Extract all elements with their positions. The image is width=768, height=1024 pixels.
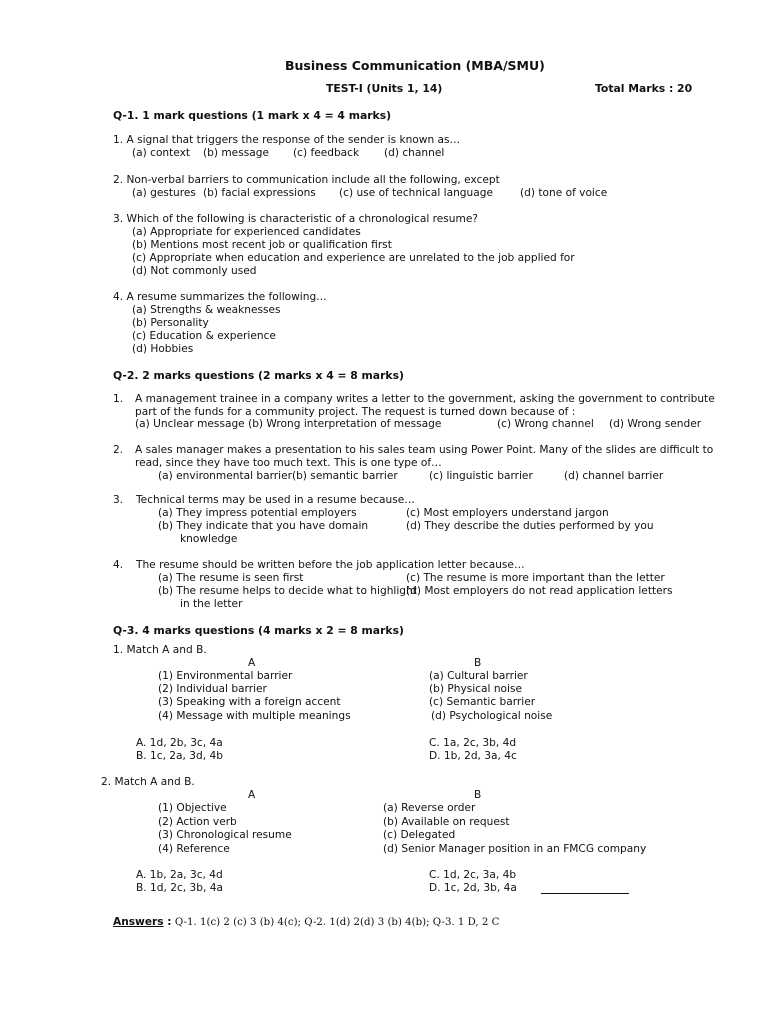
q3-2-col-a-header: A [248, 789, 256, 801]
q2-3-opt-c: (c) Most employers understand jargon [406, 507, 609, 519]
q3-1-col-a-header: A [248, 657, 256, 669]
q3-2-b-3: (c) Delegated [383, 829, 456, 841]
q2-1-line-2: part of the funds for a community project. The request is turned down because of : [135, 406, 576, 418]
q1-4-opt-d: (d) Hobbies [132, 343, 194, 355]
q3-2-stem: 2. Match A and B. [101, 776, 195, 788]
q3-2-choice-d: D. 1c, 2d, 3b, 4a [429, 882, 517, 894]
total-marks: Total Marks : 20 [595, 82, 693, 95]
q2-2-number: 2. [113, 444, 124, 456]
q2-1-opt-ab: (a) Unclear message (b) Wrong interpretation of message [135, 418, 442, 430]
q2-2-opt-ab: (a) environmental barrier(b) semantic barrier [158, 470, 398, 482]
q1-4-opt-b: (b) Personality [132, 317, 209, 329]
q3-1-b-2: (b) Physical noise [429, 683, 522, 695]
q2-2-line-1: A sales manager makes a presentation to his sales team using Power Point. Many of the slides are difficult to [135, 444, 714, 456]
q3-2-col-b-header: B [474, 789, 482, 801]
q2-4-line-1: The resume should be written before the job application letter because… [136, 559, 525, 571]
q2-3-opt-b: (b) They indicate that you have domain [158, 520, 369, 532]
q2-4-opt-b: (b) The resume helps to decide what to highlight [158, 585, 417, 597]
answers-label: Answers [113, 916, 164, 928]
q2-1-opt-c: (c) Wrong channel [497, 418, 594, 430]
q2-4-opt-d: (d) Most employers do not read application letters [406, 585, 673, 597]
q2-heading: Q-2. 2 marks questions (2 marks x 4 = 8 marks) [113, 369, 404, 382]
q2-1-line-1: A management trainee in a company writes a letter to the government, asking the government to contribute [135, 393, 715, 405]
q1-3-opt-d: (d) Not commonly used [132, 265, 257, 277]
q3-1-choice-b: B. 1c, 2a, 3d, 4b [136, 750, 223, 762]
q1-3-opt-a: (a) Appropriate for experienced candidates [132, 226, 361, 238]
q3-1-col-b-header: B [474, 657, 482, 669]
q3-2-b-4: (d) Senior Manager position in an FMCG company [383, 843, 647, 855]
q1-4-opt-c: (c) Education & experience [132, 330, 276, 342]
q2-4-opt-a: (a) The resume is seen first [158, 572, 304, 584]
q2-4-number: 4. [113, 559, 124, 571]
q1-2-opt-a: (a) gestures [132, 187, 196, 199]
q3-1-b-3: (c) Semantic barrier [429, 696, 536, 708]
q1-1-opt-a: (a) context [132, 147, 191, 159]
q2-3-opt-b-cont: knowledge [180, 533, 238, 545]
q1-3-opt-b: (b) Mentions most recent job or qualification first [132, 239, 392, 251]
q1-1-opt-d: (d) channel [384, 147, 445, 159]
q3-2-choice-a: A. 1b, 2a, 3c, 4d [136, 869, 223, 881]
q3-2-choice-b: B. 1d, 2c, 3b, 4a [136, 882, 223, 894]
q3-2-a-1: (1) Objective [158, 802, 227, 814]
q3-1-choice-a: A. 1d, 2b, 3c, 4a [136, 737, 223, 749]
q1-2-opt-b: (b) facial expressions [203, 187, 316, 199]
q3-2-choice-c: C. 1d, 2c, 3a, 4b [429, 869, 517, 881]
q1-2-opt-d: (d) tone of voice [520, 187, 608, 199]
q3-2-b-1: (a) Reverse order [383, 802, 476, 814]
q1-1-stem: 1. A signal that triggers the response of the sender is known as… [113, 134, 461, 146]
test-label: TEST-I (Units 1, 14) [326, 82, 443, 95]
q1-heading: Q-1. 1 mark questions (1 mark x 4 = 4 marks) [113, 109, 392, 122]
q1-2-stem: 2. Non-verbal barriers to communication include all the following, except [113, 174, 500, 186]
q2-2-line-2: read, since they have too much text. This is one type of… [135, 457, 442, 469]
q3-1-a-2: (2) Individual barrier [158, 683, 267, 695]
q2-3-opt-a: (a) They impress potential employers [158, 507, 357, 519]
q2-3-opt-d: (d) They describe the duties performed by you [406, 520, 654, 532]
q3-1-a-3: (3) Speaking with a foreign accent [158, 696, 341, 708]
q2-1-number: 1. [113, 393, 124, 405]
q3-2-a-3: (3) Chronological resume [158, 829, 292, 841]
q3-1-a-4: (4) Message with multiple meanings [158, 710, 351, 722]
q1-1-opt-c: (c) feedback [293, 147, 360, 159]
answer-blank-line [541, 893, 629, 894]
q2-2-opt-d: (d) channel barrier [564, 470, 664, 482]
q1-3-stem: 3. Which of the following is characteristic of a chronological resume? [113, 213, 478, 225]
q1-4-opt-a: (a) Strengths & weaknesses [132, 304, 281, 316]
q3-2-a-4: (4) Reference [158, 843, 230, 855]
q3-1-choice-c: C. 1a, 2c, 3b, 4d [429, 737, 517, 749]
q3-2-b-2: (b) Available on request [383, 816, 510, 828]
answers-key: Q-1. 1(c) 2 (c) 3 (b) 4(c); Q-2. 1(d) 2(d) 3 (b) 4(b); Q-3. 1 D, 2 C [174, 917, 500, 928]
q2-2-opt-c: (c) linguistic barrier [429, 470, 533, 482]
q2-1-opt-d: (d) Wrong sender [609, 418, 702, 430]
q2-4-opt-b-cont: in the letter [180, 598, 243, 610]
document-title: Business Communication (MBA/SMU) [285, 58, 545, 73]
q3-1-b-1: (a) Cultural barrier [429, 670, 528, 682]
q1-3-opt-c: (c) Appropriate when education and experience are unrelated to the job applied for [132, 252, 575, 264]
q3-1-choice-d: D. 1b, 2d, 3a, 4c [429, 750, 517, 762]
q3-1-stem: 1. Match A and B. [113, 644, 207, 656]
q3-heading: Q-3. 4 marks questions (4 marks x 2 = 8 marks) [113, 624, 404, 637]
answers-line [113, 916, 499, 929]
q1-2-opt-c: (c) use of technical language [339, 187, 493, 199]
q2-4-opt-c: (c) The resume is more important than the letter [406, 572, 665, 584]
q3-2-a-2: (2) Action verb [158, 816, 237, 828]
q1-1-opt-b: (b) message [203, 147, 269, 159]
q1-4-stem: 4. A resume summarizes the following… [113, 291, 327, 303]
q2-3-number: 3. [113, 494, 124, 506]
q3-1-b-4: (d) Psychological noise [431, 710, 553, 722]
q3-1-a-1: (1) Environmental barrier [158, 670, 293, 682]
q2-3-line-1: Technical terms may be used in a resume because… [136, 494, 415, 506]
answers-separator: : [163, 916, 172, 928]
